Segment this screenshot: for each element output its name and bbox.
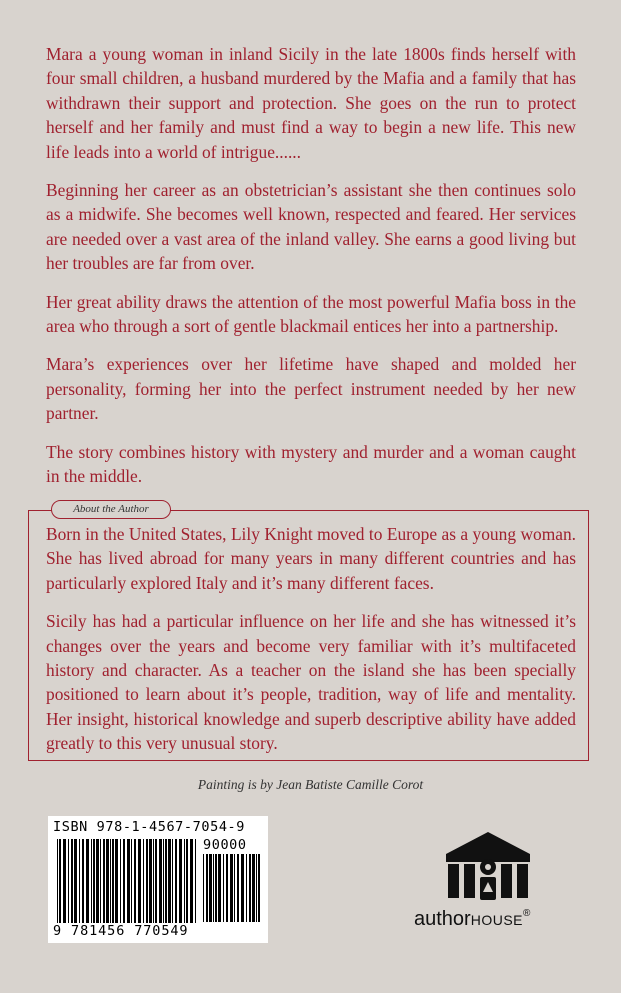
painting-credit: Painting is by Jean Batiste Camille Corot bbox=[197, 777, 424, 792]
about-paragraph-1: Born in the United States, Lily Knight moved to Europe as a young woman. She has lived abroad for many years in many different countries and has particularly explored Italy and it’s many different faces. bbox=[46, 524, 576, 593]
barcode-addon-bars bbox=[203, 854, 261, 922]
isbn-barcode bbox=[48, 816, 268, 943]
synopsis bbox=[46, 42, 576, 503]
synopsis-paragraph-2: Beginning her career as an obstetrician’s assistant she then continues solo as a midwife. She becomes well known, respected and feared. Her services are needed over a vast area of the inland valley. She earns a good living but her troubles are far from over. bbox=[46, 180, 576, 274]
synopsis-paragraph-3: Her great ability draws the attention of the most powerful Mafia boss in the area who through a sort of gentle blackmail entices her into a partnership. bbox=[46, 291, 576, 337]
publisher-name-part1: author bbox=[414, 908, 471, 930]
about-author-label: About the Author bbox=[51, 500, 171, 519]
synopsis-paragraph-4: Mara’s experiences over her lifetime have shaped and molded her personality, forming her into the perfect instrument needed by her new partner. bbox=[46, 354, 576, 424]
isbn-label: ISBN 978-1-4567-7054-9 bbox=[53, 819, 246, 835]
synopsis-paragraph-5: The story combines history with mystery and murder and a woman caught in the middle. bbox=[46, 441, 576, 487]
house-with-person-icon bbox=[442, 830, 534, 902]
synopsis-paragraph-1: Mara a young woman in inland Sicily in the late 1800s finds herself with four small children, a husband murdered by the Mafia and a family that has withdrawn their support and protection. She goes on the run to protect herself and her family and must find a way to begin a new life. This new life leads into a world of intrigue...... bbox=[46, 44, 576, 162]
publisher-name bbox=[414, 908, 574, 931]
about-author-text bbox=[46, 522, 576, 770]
registered-mark: ® bbox=[523, 908, 531, 919]
publisher-name-part2: HOUSE bbox=[470, 912, 524, 928]
about-paragraph-2: Sicily has had a particular influence on her life and she has witnessed it’s changes over the years and become very familiar with it’s multifaceted history and character. As a teacher on the island she has been specially positioned to learn about it’s people, tradition, way of life and mentality. Her insight, historical knowledge and superb descriptive ability have added greatly to this very unusual story. bbox=[46, 611, 576, 754]
price-code: 90000 bbox=[203, 837, 247, 853]
isbn-number: 9 781456 770549 bbox=[53, 923, 189, 939]
barcode-bars bbox=[57, 839, 197, 923]
